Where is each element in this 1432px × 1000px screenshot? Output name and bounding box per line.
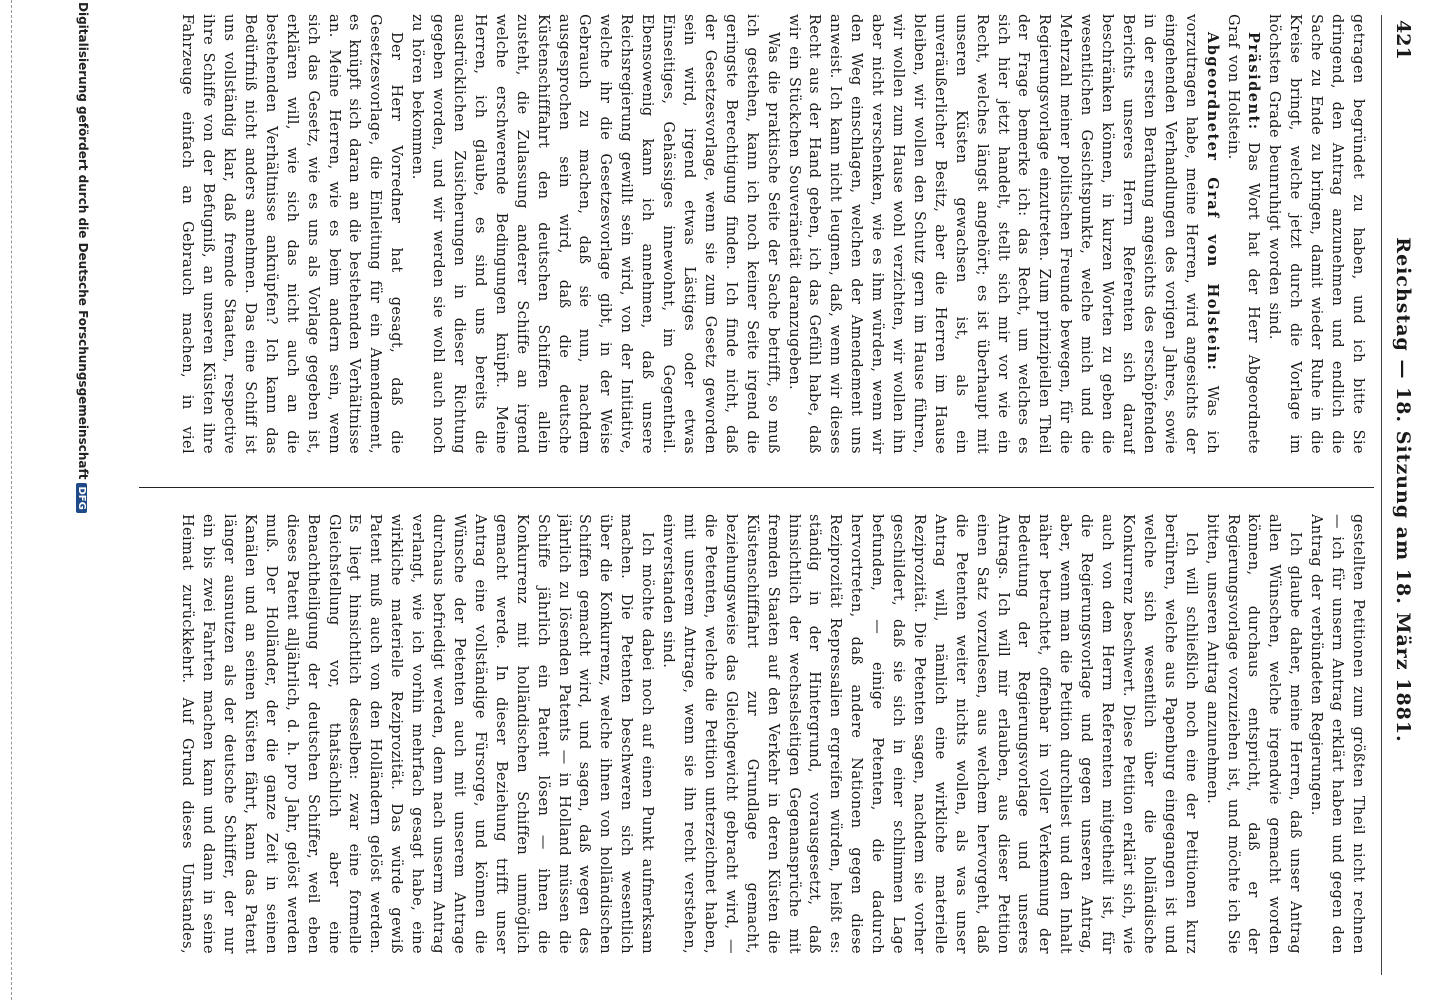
- speaker-name: Abgeordneter Graf von Holstein:: [1203, 32, 1221, 372]
- paragraph: Ich möchte dabei noch auf einen Punkt aufmerksam machen. Die Petenten beschweren sich wesentlich über die Konkurrenz, welche ihnen von holländischen Schiffen gemacht wird, und sagen, daß wegen des jährlich zu lösenden Patents — in Holland müssen die Schiffe jährlich ein Patent lösen — ihnen die Konkurrenz mit holländischen Schiffen unmöglich gemacht werde. In dieser Beziehung trifft unser Antrag eine vollständige Fürsorge, und können die Wünsche der Petenten auch mit unserem Antrage durchaus befriedigt werden, denn nach unserm Antrag verlangt, wie ich vorhin mehrfach gesagt habe, eine wirkliche materielle Reziprozität. Das würde gewiß Patent muß auch von den Holländern gelöst werden. Es liegt hinsichtlich desselben: zwar eine formelle Gleichstellung vor, thatsächlich aber eine Benachtheiligung der deutschen Schiffer, weil eben dieses Patent alljährlich, d. h. pro Jahr, gelöst werden muß. Der Holländer, der die ganze Zeit in seinen Kanälen und an seinen Küsten fährt, kann das Patent länger ausnutzen als der deutsche Schiffer, der nur ein bis zwei Fahrten machen kann und dann in seine Heimat zurückkehrt. Auf Grund dieses Umstandes,: [179, 514, 656, 954]
- speaker-paragraph: [1222, 14, 1264, 454]
- speaker-text: Das Wort hat der Herr Abgeordnete Graf von Holstein.: [1224, 14, 1262, 454]
- page-header: [1386, 10, 1414, 970]
- paragraph: Ich glaube daher, meine Herren, daß unser Antrag allen Wünschen, welche irgendwie gemacht worden können, durchaus entspricht, daß er der Regierungsvorlage vorzuziehen ist, und möchte ich Sie bitten, unseren Antrag anzunehmen.: [1203, 514, 1304, 954]
- column-divider: [139, 487, 1374, 488]
- paragraph: getragen begründet zu haben, und ich bitte Sie dringend, den Antrag anzunehmen und endlich die Sache zu Ende zu bringen, damit wieder Ruhe in die Kreise bringt, welche jetzt durch die Vorlage im höchsten Grade beunruhigt worden sind.: [1266, 14, 1366, 454]
- text-column-right: [178, 514, 1368, 954]
- paragraph: Ich will schließlich noch eine der Petitionen kurz berühren, welche aus Papenburg eingegangen ist und welche sich wesentlich über die holländische Konkurrenz beschwert. Diese Petition erklärt sich, wie auch von dem Herrn Referenten mitgetheilt ist, für die Regierungsvorlage und gegen unseren Antrag, aber, wenn man die Petition durchliest und den Inhalt näher betrachtet, offenbar in voller Verkennung der Bedeutung der Regierungsvorlage und unseres Antrags. Ich will mir erlauben, aus dieser Petition einen Satz vorzulesen, aus welchem hervorgeht, daß die Petenten weiter nichts wollen, als was unser Antrag will, nämlich eine wirkliche materielle Reziprozität. Die Petenten sagen, nachdem sie vorher geschildert, daß sie sich in einer schlimmen Lage befunden, — einige Petenten, die dadurch hervortreten, daß andere Nationen gegen diese Reziprozität Repressalien ergreifen würden, heißt es: ständig in der Hintergrund, vorausgesetzt, daß hinsichtlich der wechselseitigen Gegenansprüche mit fremden Staaten auf den Verkehr in deren Küsten die Küstenschifffahrt zur Grundlage gemacht, beziehungsweise das Gleichgewicht gebracht wird, — die Petenten, welche die Petition unterzeichnet haben, mit unserem Antrage, wenn sie ihn recht verstehen, einverstanden sind.: [660, 514, 1199, 954]
- paragraph: Was die praktische Seite der Sache betrifft, so muß ich gestehen, kann ich noch keiner Seite irgend die geringste Berechtigung finden. Ich finde nicht, daß der Gesetzesvorlage, wenn sie zum Gesetz geworden sein wird, irgend etwas Lästiges oder etwas Einseitiges, Gehässiges innewohnt, im Gegentheil. Ebensowenig kann ich annehmen, daß unsere Reichsregierung gewillt sein wird, von der Initiative, welche ihr die Gesetzesvorlage gibt, in der Weise Gebrauch zu machen, daß sie nun, nachdem ausgesprochen sein wird, daß die deutsche Küstenschifffahrt den deutschen Schiffen allein zusteht, die Zulassung anderer Schiffe an irgend welche erschwerende Bedingungen knüpft. Meine Herren, ich glaube, es sind uns bereits die ausdrücklichen Zusicherungen in dieser Richtung gegeben worden, und wir werden sie wohl auch noch zu hören bekommen.: [409, 14, 781, 454]
- text-column-left: [178, 14, 1368, 454]
- running-title: Reichstag — 18. Sitzung am 18. März 1881.: [1392, 237, 1414, 743]
- speaker-name: Präsident:: [1245, 32, 1263, 131]
- speaker-text: Was ich vorzutragen habe, meine Herren, wird angesichts der eingehenden Verhandlungen des vorigen Jahres, sowie in der ersten Berathung angesichts des erschöpfenden Berichts unseres Herrn Referenten sich darauf beschränken können, in kurzen Worten zu geben die wesentlichen Gesichtspunkte, welche mich und die Mehrzahl meiner politischen Freunde bewegen, für die Regierungsvorlage einzutreten. Zum prinzipiellen Theil der Frage bemerke ich: das Recht, um welches es sich hier jetzt handelt, stellt sich mir vor wie ein Recht, welches längst angehört; es ist überhaupt mit unseren Küsten gewachsen ist, als ein unveräußerlicher Besitz, aber die Herren im Hause bleiben, wir wollen den Schutz gern im Hause führen, wir wollen zum Hause wohl verzichten, wir wollen ihn aber nicht verschenken, wie es ihm würden, wenn wir den Weg einschlagen, welchen der Amendement uns anweist. Ich kann nicht leugnen, daß, wenn wir dieses Recht aus der Hand geben, ich das Gefühl habe, daß wir ein Stückchen Souveränetät daranzugeben.: [785, 14, 1220, 454]
- page-number: 421: [1392, 20, 1414, 60]
- speaker-paragraph: [783, 14, 1222, 454]
- digitization-credit: [66, 2, 90, 510]
- footer-rule: [11, 0, 12, 1000]
- dfg-logo-icon: DFG: [76, 483, 87, 512]
- header-rule: [1381, 15, 1382, 975]
- paragraph: Der Herr Vorredner hat gesagt, daß die Gesetzesvorlage, die Einleitung für ein Amendement, es knüpft sich daran an die bestehenden Verhältnisse an. Meine Herren, wie es beim andern sein, wenn sich das Gesetz, wie es uns als Vorlage gegeben ist, erklären will, wie sich das nicht auch an die bestehenden Verhältnisse anknüpfen? Ich kann das Bedürfniß nicht anders annehmen. Das eine Schiff ist uns vollständig klar, daß fremde Staaten, respective ihre Schiffe von der Befugniß, an unseren Küsten ihre Fahrzeuge einfach an Gebrauch machen, in viel: [179, 14, 405, 454]
- credit-text: Digitalisierung gefördert durch die Deutsche Forschungsgemeinschaft: [76, 2, 90, 480]
- paragraph: gestellten Petitionen zum größten Theil nicht rechnen — ich für unsern Antrag erklärt haben und gegen den Antrag der verbündeten Regierungen.: [1308, 514, 1366, 954]
